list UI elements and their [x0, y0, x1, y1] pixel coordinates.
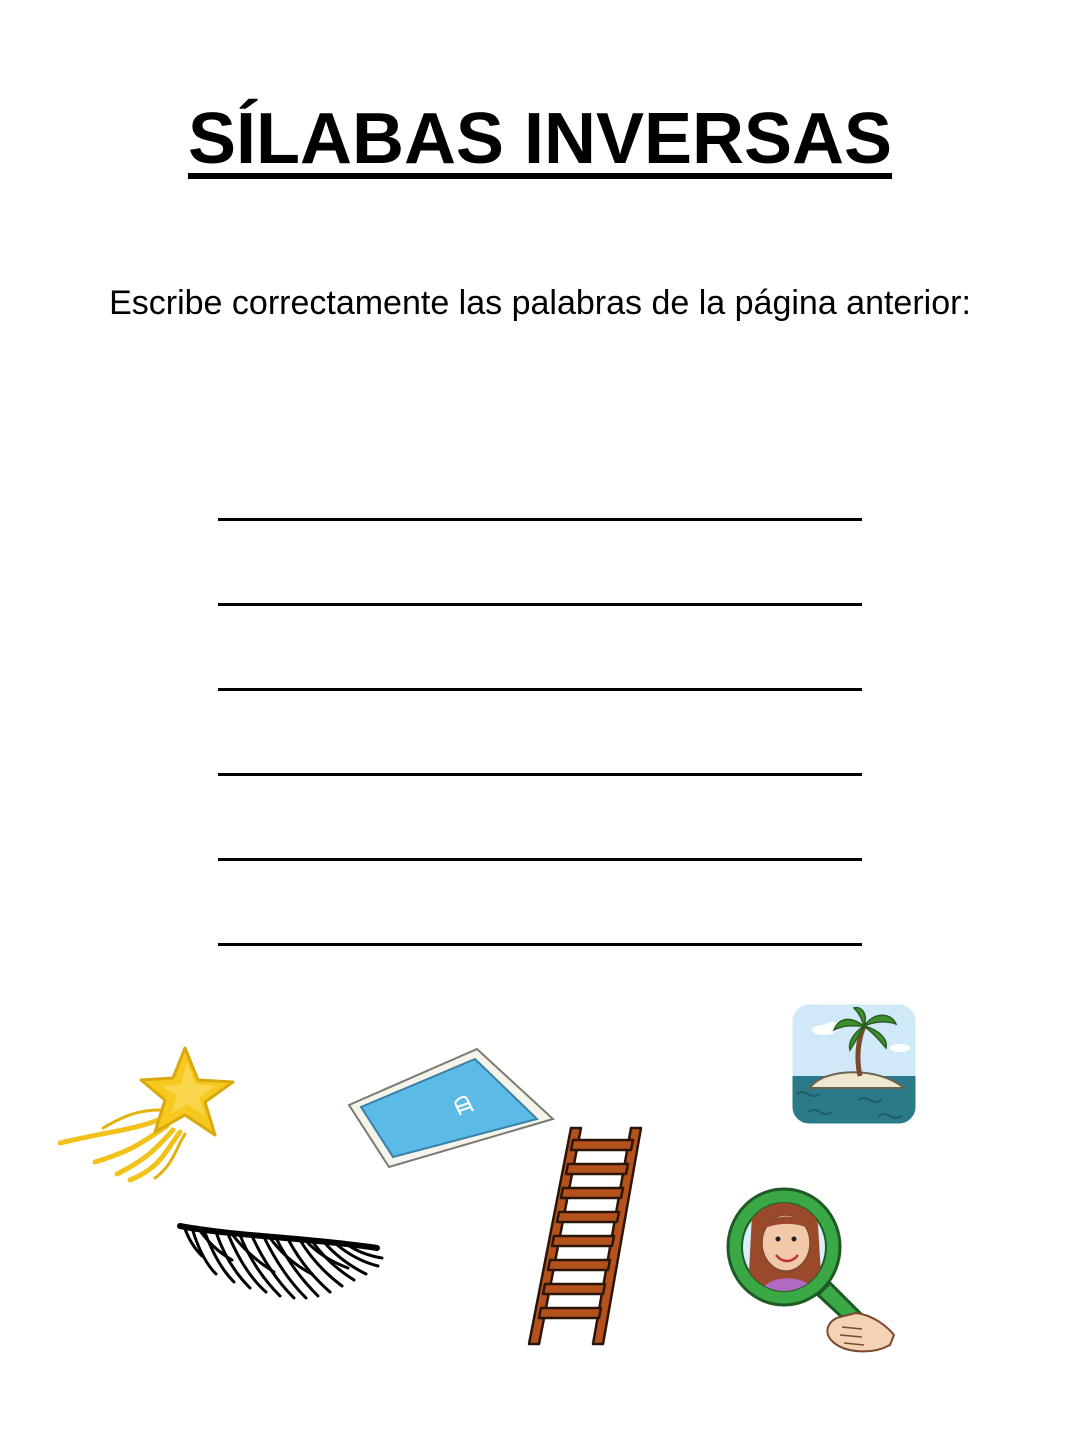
eyelash-icon [172, 1212, 387, 1302]
answer-line[interactable] [218, 518, 862, 521]
ladder-icon [525, 1122, 647, 1350]
answer-line[interactable] [218, 773, 862, 776]
answer-line[interactable] [218, 943, 862, 946]
hand-mirror-icon [722, 1185, 897, 1357]
answer-line[interactable] [218, 688, 862, 691]
page-title: SÍLABAS INVERSAS [187, 99, 893, 179]
shooting-star-icon [55, 1040, 240, 1185]
instruction-text: Escribe correctamente las palabras de la página anterior: [109, 284, 971, 322]
swimming-pool-icon [345, 1045, 555, 1170]
answer-line[interactable] [218, 603, 862, 606]
island-icon [788, 1000, 920, 1128]
answer-line[interactable] [218, 858, 862, 861]
